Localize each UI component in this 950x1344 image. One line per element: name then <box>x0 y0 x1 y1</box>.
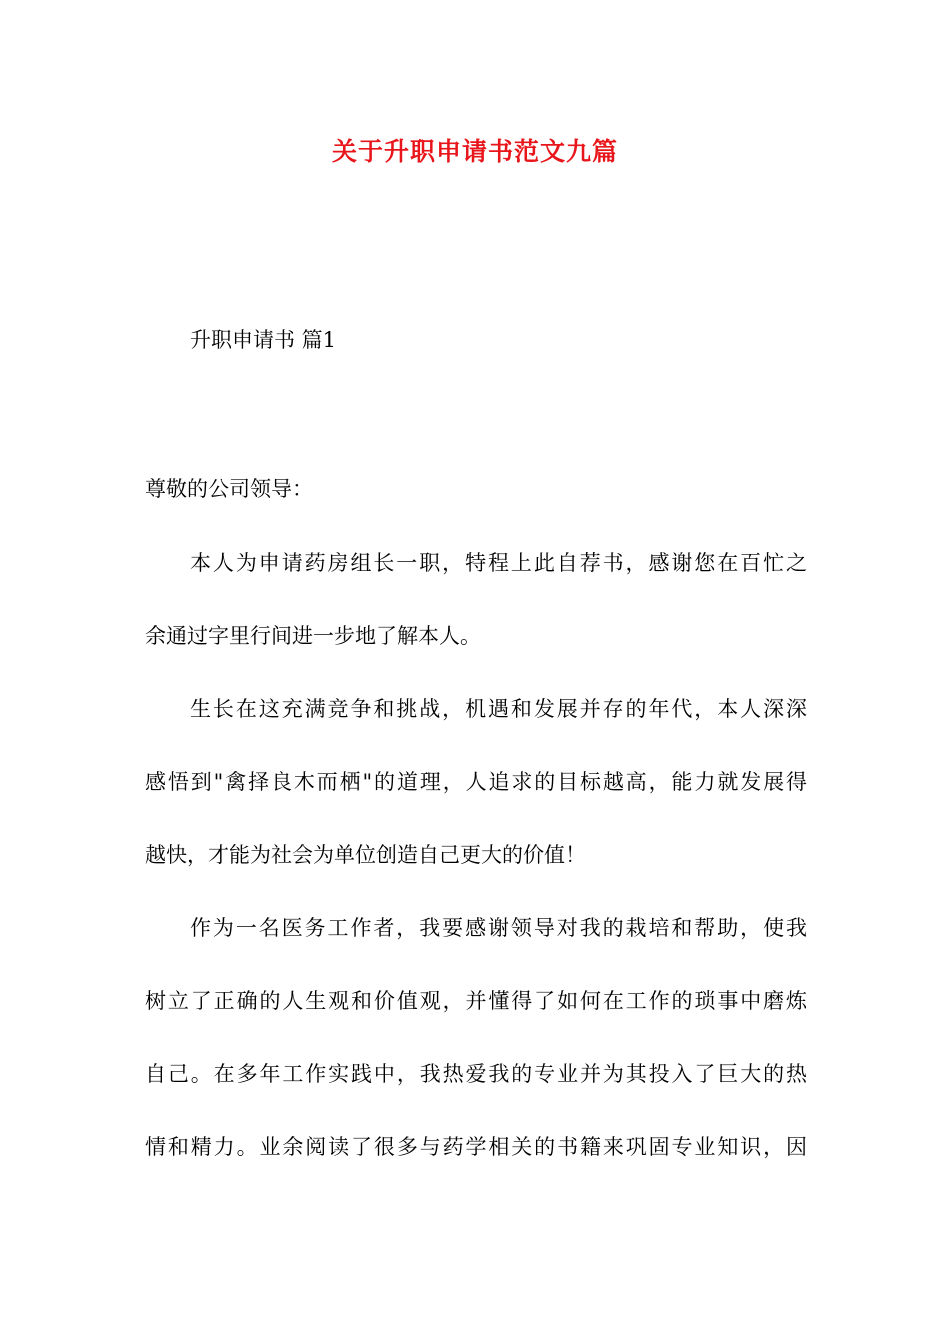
paragraph-line: 越快，才能为社会为单位创造自己更大的价值！ <box>145 843 586 867</box>
paragraph-line: 本人为申请药房组长一职，特程上此自荐书，感谢您在百忙之 <box>190 551 807 575</box>
paragraph-line: 自己。在多年工作实践中，我热爱我的专业并为其投入了巨大的热 <box>145 1062 807 1086</box>
body-text <box>145 545 807 1202</box>
paragraph-line: 感悟到"禽择良木而栖"的道理，人追求的目标越高，能力就发展得 <box>145 770 807 794</box>
salutation: 尊敬的公司领导： <box>145 477 313 501</box>
document-title: 关于升职申请书范文九篇 <box>331 137 618 166</box>
paragraph-line: 余通过字里行间进一步地了解本人。 <box>145 624 481 648</box>
paragraph-line: 树立了正确的人生观和价值观，并懂得了如何在工作的琐事中磨炼 <box>145 989 807 1013</box>
paragraph-line: 生长在这充满竞争和挑战，机遇和发展并存的年代，本人深深 <box>190 697 807 721</box>
paragraph-line: 作为一名医务工作者，我要感谢领导对我的栽培和帮助，使我 <box>190 916 807 940</box>
paragraph-line: 情和精力。业余阅读了很多与药学相关的书籍来巩固专业知识，因 <box>145 1135 807 1159</box>
paragraph-3 <box>145 910 807 1165</box>
paragraph-2 <box>145 691 807 873</box>
section-heading: 升职申请书 篇1 <box>190 328 337 352</box>
paragraph-1 <box>145 545 807 654</box>
